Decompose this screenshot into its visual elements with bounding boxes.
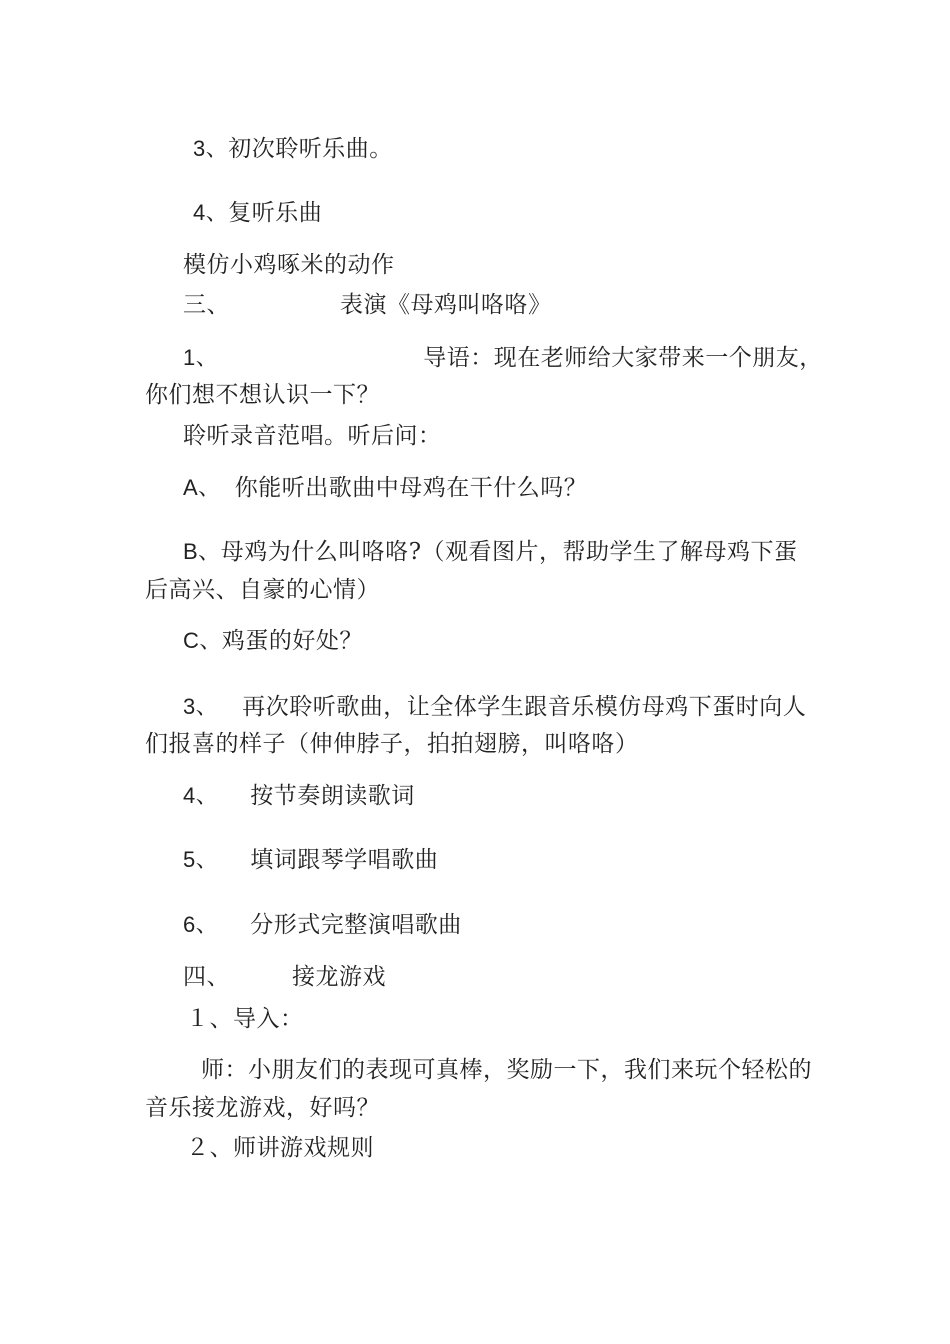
- item-text: 模仿小鸡啄米的动作: [183, 252, 395, 278]
- question-b-continued: [145, 575, 380, 605]
- item-text: 师：小朋友们的表现可真棒，奖励一下，我们来玩个轻松的: [201, 1057, 812, 1083]
- item-number: １、: [186, 1006, 233, 1032]
- item-text: 初次聆听乐曲。: [228, 136, 393, 162]
- section-number: 四、: [183, 964, 230, 990]
- item-text: 母鸡为什么叫咯咯?（观看图片，帮助学生了解母鸡下蛋: [220, 539, 798, 565]
- item-intro: [183, 343, 823, 373]
- item-learn-song: [183, 845, 438, 875]
- item-text-continued: 你们想不想认识一下？: [145, 382, 380, 408]
- item-read-lyrics: [183, 781, 415, 811]
- item-number: A、: [183, 475, 221, 500]
- question-b: [183, 537, 798, 567]
- question-c: [183, 626, 363, 656]
- section-title: 表演《母鸡叫咯咯》: [340, 292, 552, 318]
- item-text: 导语：现在老师给大家带来一个朋友，: [423, 345, 823, 371]
- item-number: B、: [183, 539, 221, 564]
- item-text: 填词跟琴学唱歌曲: [250, 847, 439, 873]
- section-number: 三、: [183, 292, 230, 318]
- item-text: 再次聆听歌曲，让全体学生跟音乐模仿母鸡下蛋时向人: [242, 694, 807, 720]
- section-three-heading: [183, 290, 552, 320]
- item-listen-first: [193, 134, 393, 164]
- item-intro-continued: [145, 380, 380, 410]
- item-listen-again: [193, 198, 322, 228]
- item-text: 你能听出歌曲中母鸡在干什么吗？: [234, 475, 588, 501]
- item-game-rules: [186, 1133, 374, 1163]
- item-text: 师讲游戏规则: [233, 1135, 374, 1161]
- item-number: C、: [183, 628, 222, 653]
- item-number: 6、: [183, 912, 219, 937]
- item-text: 导入：: [233, 1006, 304, 1032]
- item-perform-song: [183, 910, 462, 940]
- section-four-heading: [183, 962, 386, 992]
- teacher-speech: [201, 1055, 812, 1085]
- item-text-continued: 们报喜的样子（伸伸脖子，拍拍翅膀，叫咯咯）: [145, 731, 639, 757]
- item-text: 聆听录音范唱。听后问：: [183, 423, 442, 449]
- item-introduction: [186, 1004, 304, 1034]
- item-text-continued: 后高兴、自豪的心情）: [145, 577, 380, 603]
- item-number: 5、: [183, 847, 219, 872]
- section-title: 接龙游戏: [292, 964, 386, 990]
- item-number: 3、: [183, 694, 219, 719]
- item-listen-recording: [183, 421, 442, 451]
- item-text: 分形式完整演唱歌曲: [250, 912, 462, 938]
- item-text-continued: 音乐接龙游戏，好吗？: [145, 1095, 380, 1121]
- item-number: 1、: [183, 345, 219, 370]
- question-a: [183, 473, 587, 503]
- item-listen-song-again: [183, 692, 806, 722]
- item-text: 复听乐曲: [228, 200, 323, 226]
- item-number: 4、: [183, 783, 219, 808]
- item-number: ２、: [186, 1135, 233, 1161]
- teacher-speech-continued: [145, 1093, 380, 1123]
- item-text: 按节奏朗读歌词: [250, 783, 415, 809]
- item-number: 3、: [193, 136, 229, 161]
- item-imitate-chick: [183, 250, 395, 280]
- item-number: 4、: [193, 200, 229, 225]
- item-text: 鸡蛋的好处？: [221, 628, 363, 654]
- item-listen-song-again-continued: [145, 729, 639, 759]
